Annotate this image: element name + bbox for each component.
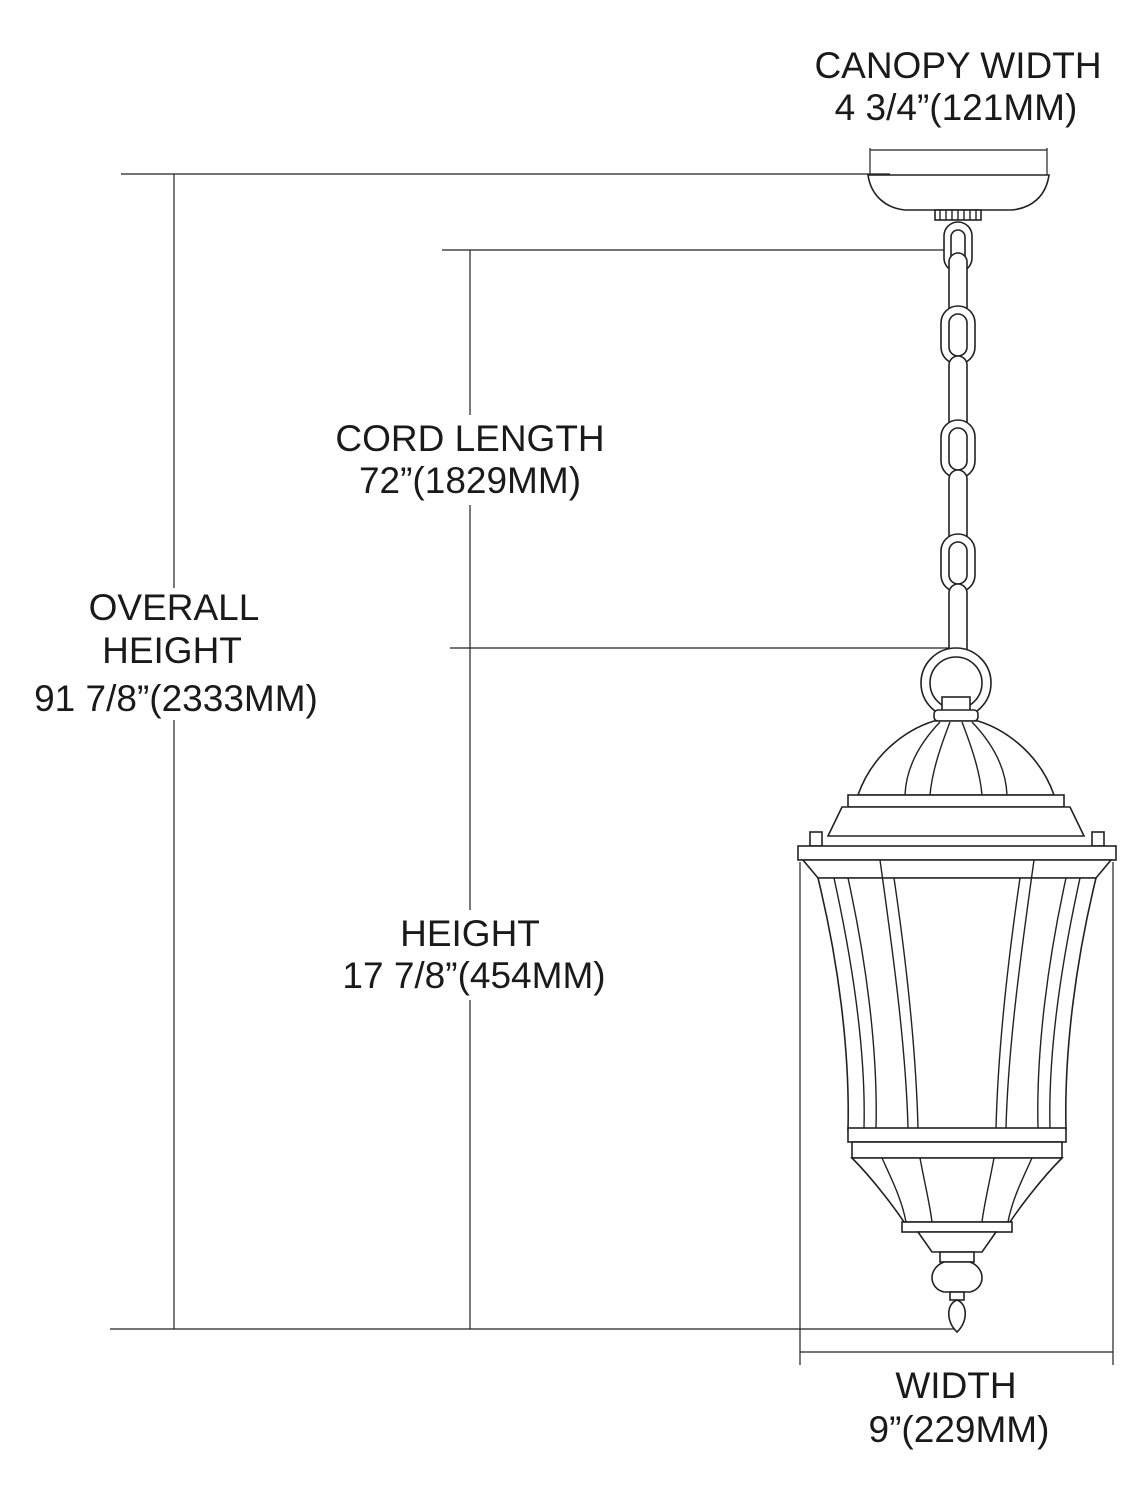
lantern-glass-body	[818, 878, 1096, 1130]
cord-length-value: 72”(1829MM)	[358, 460, 582, 501]
canopy	[868, 175, 1049, 220]
canopy-width-value: 4 3/4”(121MM)	[834, 87, 1078, 128]
height-label: HEIGHT	[400, 913, 540, 954]
chain	[941, 222, 975, 664]
height-value: 17 7/8”(454MM)	[342, 955, 606, 996]
overall-height-label-line2: HEIGHT	[102, 630, 242, 671]
width-label: WIDTH	[895, 1365, 1017, 1406]
lantern-bottom-bowl	[852, 1158, 1062, 1222]
lantern-fixture	[798, 648, 1116, 1332]
overall-height-label-line1: OVERALL	[88, 587, 260, 628]
width-value: 9”(229MM)	[868, 1409, 1050, 1450]
finial-tip	[949, 1300, 966, 1332]
cord-length-label: CORD LENGTH	[335, 418, 605, 459]
canopy-width-label: CANOPY WIDTH	[814, 45, 1102, 86]
overall-height-value: 91 7/8”(2333MM)	[34, 678, 318, 719]
lantern-roof	[858, 721, 1054, 795]
